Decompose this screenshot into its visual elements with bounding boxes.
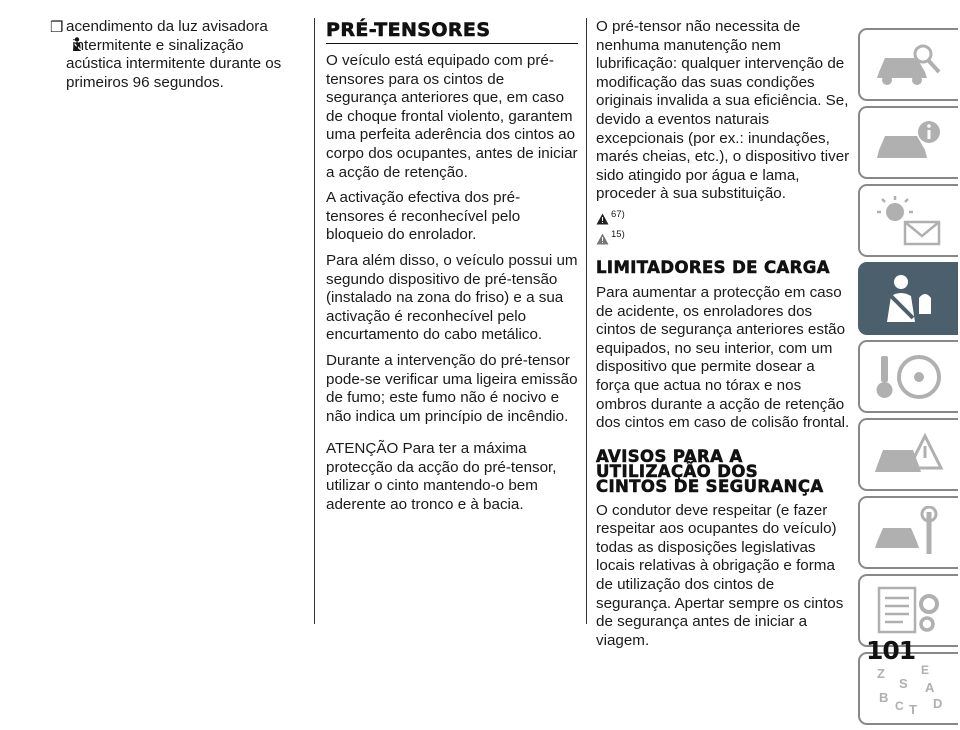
bullet-text-rest: intermitente e sinalização acústica intermitente durante os primeiros 96 segundos. (66, 36, 282, 91)
column-separator (586, 18, 587, 624)
heading-line: CINTOS DE SEGURANÇA (596, 476, 824, 496)
column-3 (596, 18, 850, 657)
caution-reference-number: 15) (611, 229, 625, 241)
attention-paragraph: ATENÇÃO Para ter a máxima protecção da acção do pré-tensor, utilizar o cinto mantendo-o bem aderente ao tronco e à bacia. (326, 440, 557, 514)
paragraph: Para aumentar a protecção em caso de acidente, os enroladores dos cintos de segurança anteriores estão equipados, no seu interior, com um dispositivo que permite dosear a força que actua no tórax e nos ombros durante a acção de retenção dos cintos em caso de colisão frontal. (596, 283, 850, 432)
column-1 (50, 18, 300, 99)
warning-triangle-icon (596, 213, 609, 225)
column-separator (314, 18, 315, 624)
caution-triangle-icon (596, 233, 609, 245)
section-heading-avisos (596, 446, 850, 496)
bullet-box-icon: ❒ (50, 19, 64, 36)
tab-starting-driving[interactable] (858, 340, 958, 413)
seatbelt-person-icon (873, 272, 945, 326)
tab-lights-messages[interactable] (858, 184, 958, 257)
paragraph: O veículo está equipado com pré-tensores para os cintos de segurança anteriores que, em caso de choque frontal violento, garantem uma perfeita aderência dos cintos ao corpo dos ocupantes, antes de iniciar a acção de retenção. (326, 52, 578, 181)
chapter-tabs (858, 28, 960, 730)
warning-reference[interactable] (596, 211, 850, 225)
section-heading-limitadores: LIMITADORES DE CARGA (596, 257, 830, 277)
list-gears-icon (873, 584, 945, 638)
tab-emergency[interactable] (858, 418, 958, 491)
bullet-list-item (50, 18, 300, 92)
steering-key-icon (873, 350, 945, 404)
index-letter: E (921, 662, 930, 677)
heading-line: AVISOS PARA A (596, 446, 743, 466)
index-letter: A (925, 679, 935, 695)
paragraph: O pré-tensor não necessita de nenhuma manutenção nem lubrificação: qualquer intervenção de modificação das suas condições originais invalida a sua eficiência. Se, devido a eventos naturais excepcionais (por ex.: inundações, marés cheias, etc.), o dispositivo tiver sido atingido por água e lama, proceder à sua substituição. (596, 18, 850, 203)
index-letter: Z (877, 665, 885, 681)
warning-reference-number: 67) (611, 209, 625, 221)
paragraph: Durante a intervenção do pré-tensor pode-se verificar uma ligeira emissão de fumo; este fumo não é nocivo e não indica um princípio de incêndio. (326, 351, 578, 425)
paragraph: A activação efectiva dos pré-tensores é reconhecível pelo bloqueio do enrolador. (326, 189, 521, 244)
section-heading-pretensores: PRÉ-TENSORES (326, 22, 578, 44)
index-letter: T (909, 701, 917, 716)
index-letter: C (895, 698, 904, 713)
paragraph: Para além disso, o veículo possui um segundo dispositivo de pré-tensão (instalado na zona do friso) e a sua activação é reconhecível pelo encurtamento do cabo metálico. (326, 251, 578, 344)
tab-maintenance[interactable] (858, 496, 958, 569)
wrench-car-icon (873, 506, 945, 560)
page-number: 101 (866, 636, 916, 665)
alphabet-index-icon (873, 662, 945, 716)
tab-knowing-car[interactable] (858, 28, 958, 101)
car-magnifier-icon (873, 38, 945, 92)
paragraph: O condutor deve respeitar (e fazer respeitar aos ocupantes do veículo) todas as disposições legislativas locais relativas à obrigação e forma de utilização dos cintos de segurança. Apertar sempre os cintos de segurança antes de iniciar a viagem. (596, 501, 844, 649)
tab-instrument-panel[interactable] (858, 106, 958, 179)
column-2 (326, 18, 578, 522)
index-letter: B (879, 689, 889, 705)
tab-safety[interactable] (858, 262, 958, 335)
car-info-icon (873, 116, 945, 170)
car-hazard-icon (873, 428, 945, 482)
index-letter: S (899, 675, 908, 691)
bullet-text-line1: acendimento da luz avisadora (66, 18, 268, 35)
index-letter: D (933, 695, 943, 711)
heading-line: UTILIZAÇÃO DOS (596, 461, 759, 481)
lights-envelope-icon (873, 194, 945, 248)
caution-reference[interactable] (596, 231, 850, 245)
